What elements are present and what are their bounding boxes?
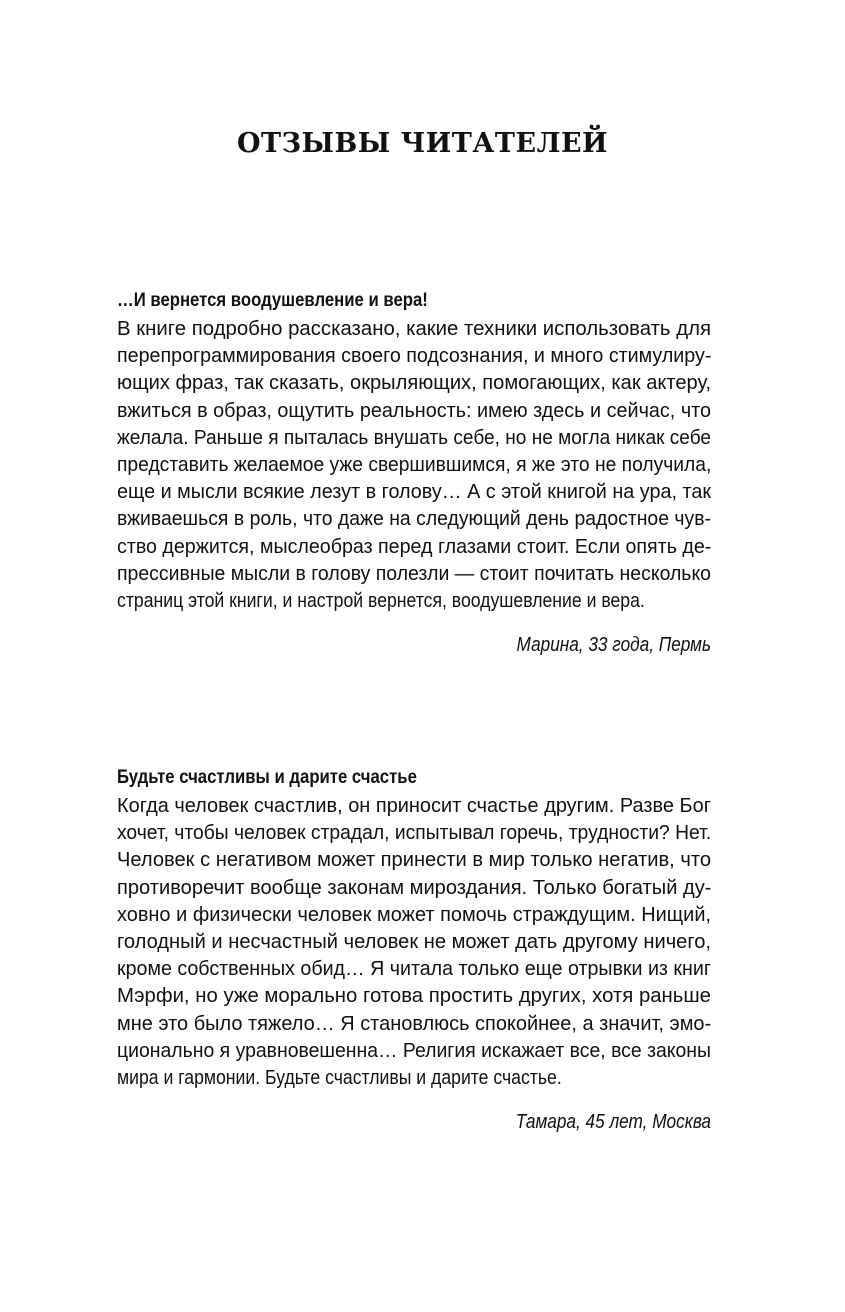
review-heading: …И вернется воодушевление и вера! bbox=[117, 290, 428, 311]
review-line: еще и мысли всякие лезут в голову… А с этой книгой на ура, так bbox=[117, 480, 711, 504]
review-line: ционально я уравновешенна… Религия искажает все, все законы bbox=[117, 1038, 711, 1062]
review-line: ство держится, мыслеобраз перед глазами стоит. Если опять де- bbox=[117, 534, 712, 558]
review-line: противоречит вообще законам мироздания. Только богатый ду- bbox=[117, 875, 712, 899]
review-line: хочет, чтобы человек страдал, испытывал горечь, трудности? Нет. bbox=[117, 821, 712, 845]
review-line: перепрограммирования своего подсознания, и много стимулиру- bbox=[117, 344, 712, 368]
review-tamara bbox=[117, 764, 711, 1136]
review-line: мне это было тяжело… Я становлюсь спокойнее, а значит, эмо- bbox=[117, 1011, 712, 1035]
review-line: голодный и несчастный человек не может дать другому ничего, bbox=[117, 930, 711, 954]
review-heading: Будьте счастливы и дарите счастье bbox=[117, 767, 417, 788]
review-line: Мэрфи, но уже морально готова простить других, хотя раньше bbox=[117, 984, 711, 1008]
review-line: ховно и физически человек может помочь страждущим. Нищий, bbox=[117, 902, 711, 926]
review-body bbox=[117, 792, 711, 1091]
review-line: В книге подробно рассказано, какие техники использовать для bbox=[117, 317, 711, 340]
review-line: представить желаемое уже свершившимся, я же это не получила, bbox=[117, 453, 712, 477]
review-line: кроме собственных обид… Я читала только еще отрывки из книг bbox=[117, 957, 711, 981]
review-author: Марина, 33 года, Пермь bbox=[516, 634, 711, 657]
review-line: прессивные мысли в голову полезли — стоит почитать несколько bbox=[117, 561, 711, 585]
review-line: страниц этой книги, и настрой вернется, воодушевление и вера. bbox=[117, 589, 645, 613]
review-line: Когда человек счастлив, он приносит счастье другим. Разве Бог bbox=[117, 794, 711, 817]
review-marina bbox=[117, 287, 711, 659]
review-line: вживаешься в роль, что даже на следующий день радостное чув- bbox=[117, 507, 711, 531]
review-body bbox=[117, 315, 711, 614]
review-line: мира и гармонии. Будьте счастливы и дарите счастье. bbox=[117, 1066, 562, 1090]
review-line: Человек с негативом может принести в мир только негатив, что bbox=[117, 848, 711, 872]
review-line: желала. Раньше я пыталась внушать себе, но не могла никак себе bbox=[117, 425, 712, 449]
review-line: ющих фраз, так сказать, окрыляющих, помогающих, как актеру, bbox=[117, 371, 712, 395]
review-line: вжиться в образ, ощутить реальность: имею здесь и сейчас, что bbox=[117, 398, 711, 422]
page-title: ОТЗЫВЫ ЧИТАТЕЛЕЙ bbox=[236, 128, 609, 159]
review-author: Тамара, 45 лет, Москва bbox=[515, 1111, 711, 1134]
